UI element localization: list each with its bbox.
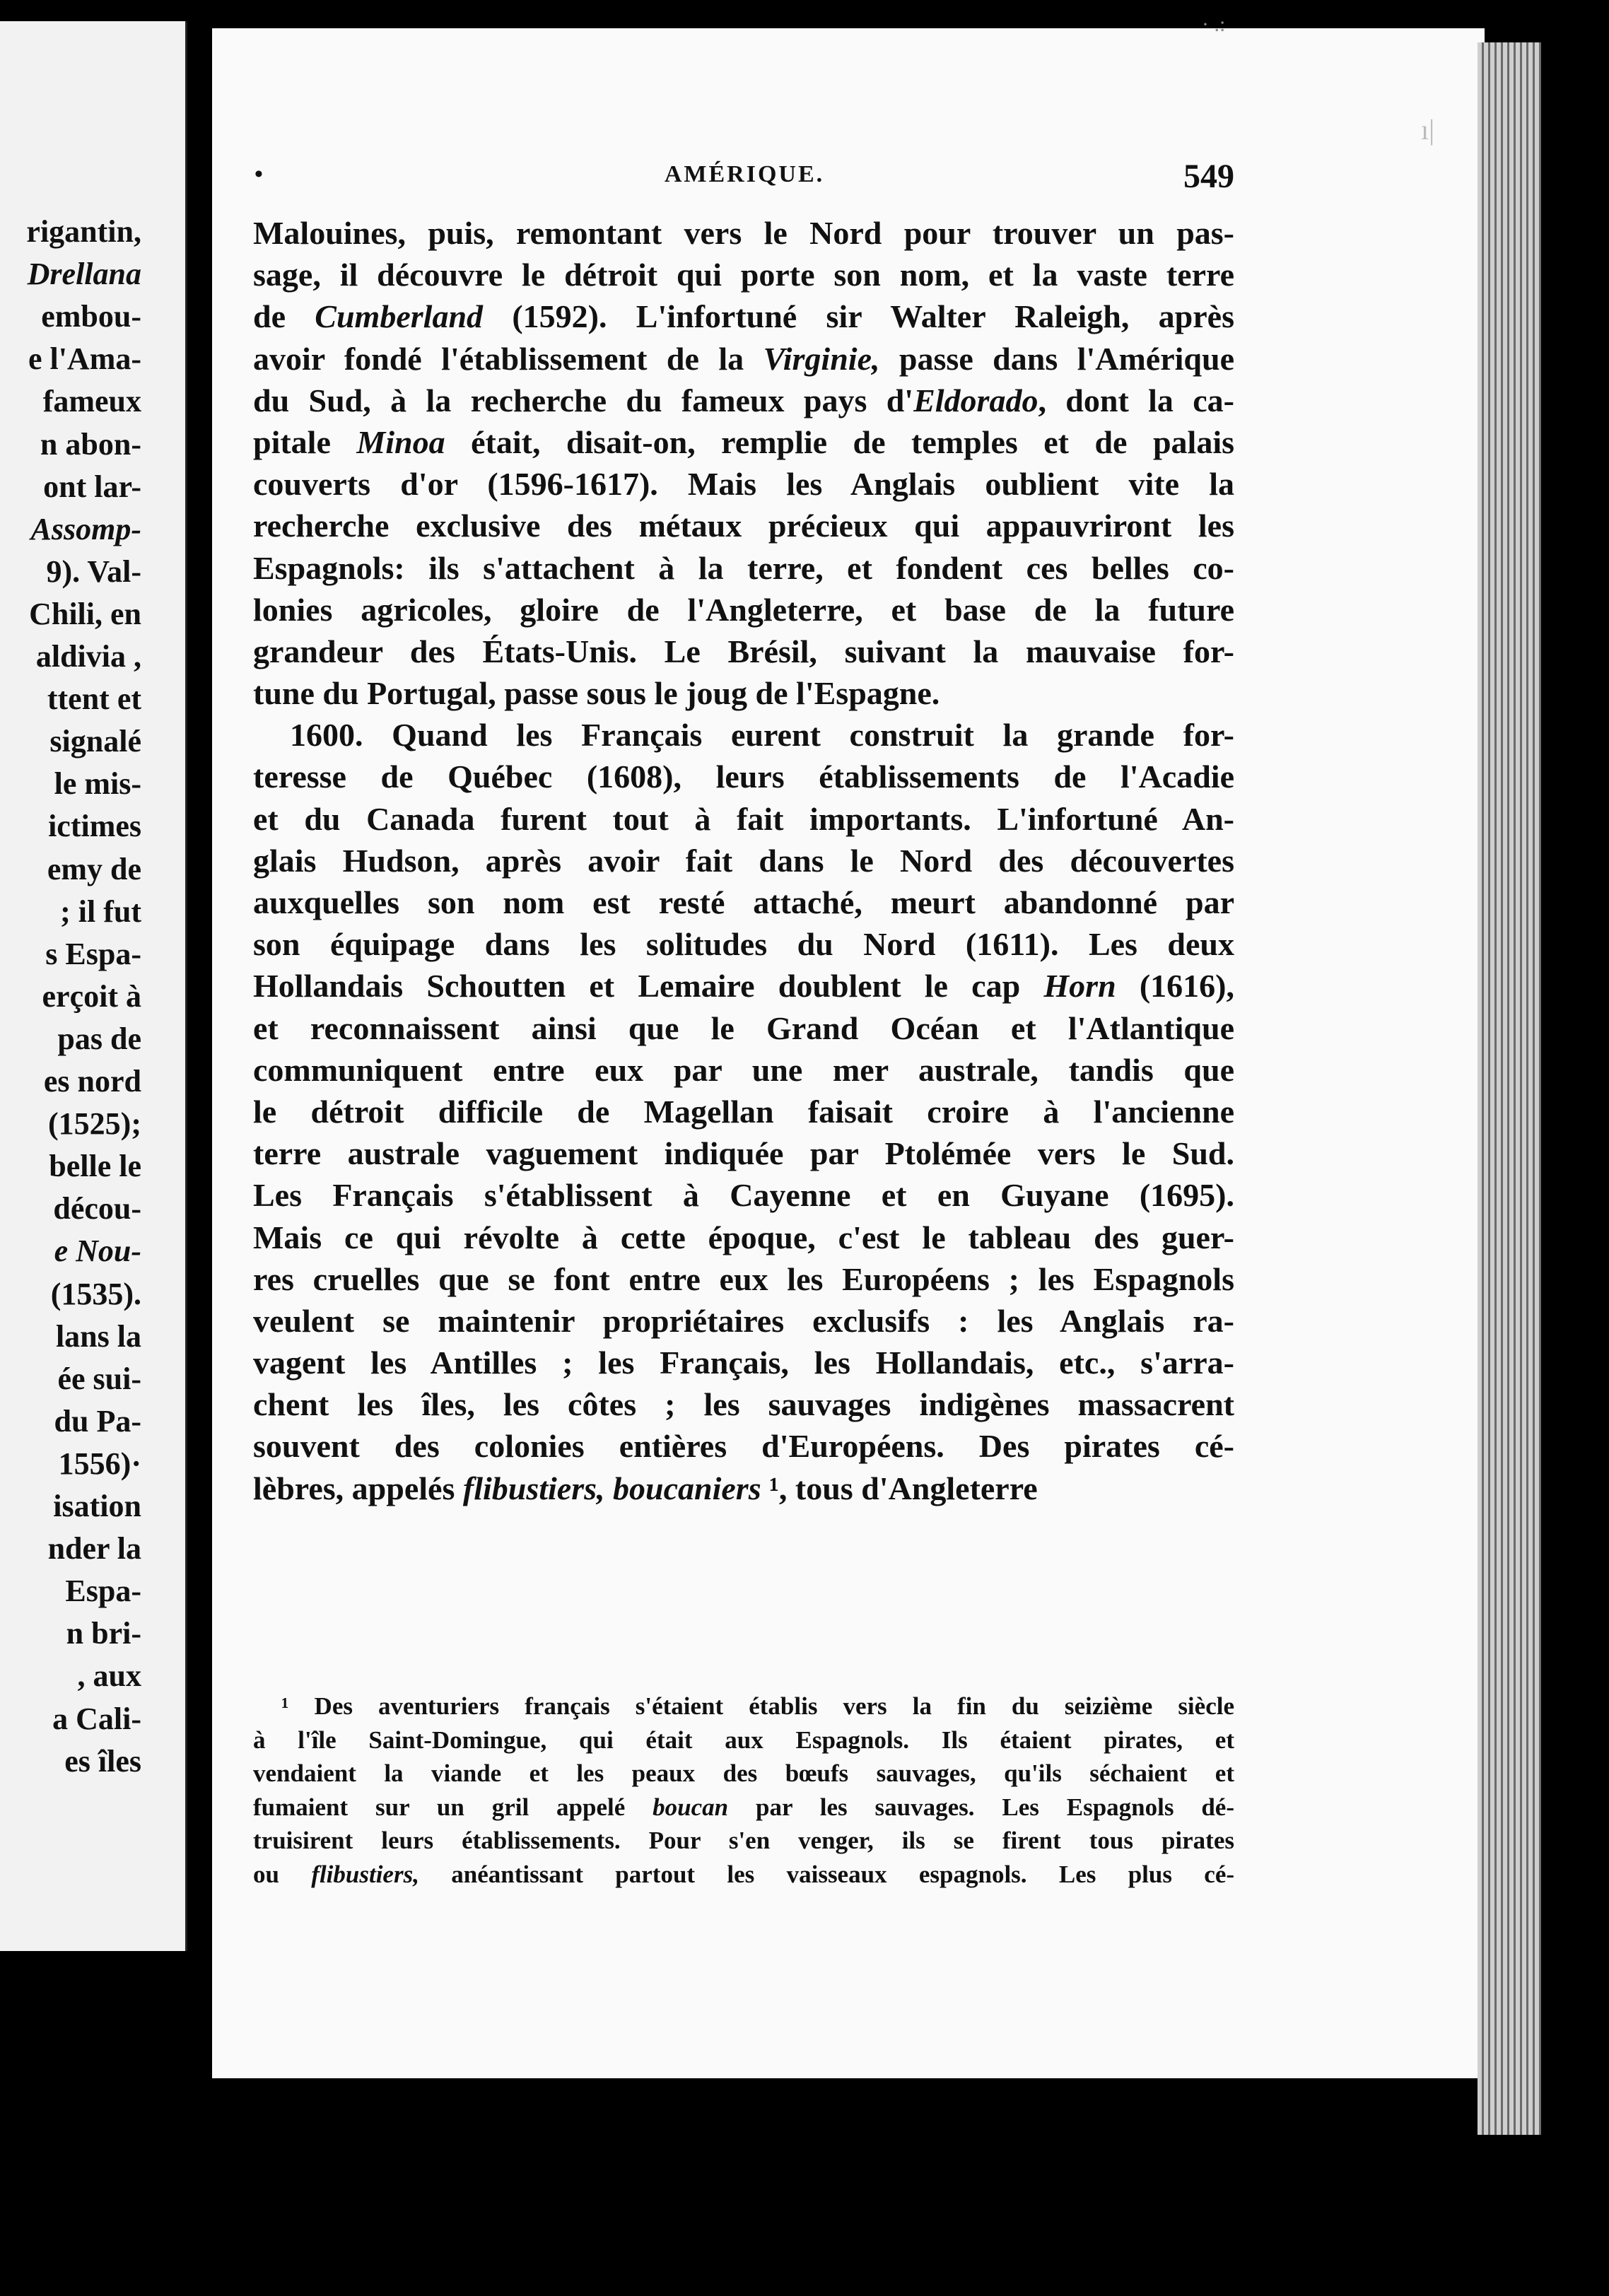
line-text: Mais ce qui révolte à cette époque, c'est le tableau des guer- [253,1219,1234,1255]
line-text: auxquelles son nom est resté attaché, meurt abandonné par [253,884,1234,920]
text-line [253,1007,1234,1049]
line-text: sage, il découvre le détroit qui porte son nom, et la vaste terre [253,257,1234,293]
text-line [253,338,1234,380]
line-text: ¹ Des aventuriers français s'étaient établis vers la fin du seizième siècle [281,1692,1234,1720]
line-text-rest: (1616), [1116,968,1234,1004]
line-text: teresse de Québec (1608), leurs établissements de l'Acadie [253,758,1234,795]
margin-mark: ı| [1421,114,1435,146]
left-page-line: es îles [64,1743,141,1779]
text-line [253,295,1234,337]
text-line [253,714,1234,756]
left-page-fragment [0,21,187,1951]
left-page-line: rigantin, [26,214,141,249]
line-text: à l'île Saint-Domingue, qui était aux Espagnols. Ils étaient pirates, et [253,1726,1234,1754]
line-text: vendaient la viande et les peaux des bœufs sauvages, qu'ils séchaient et [253,1759,1234,1787]
text-line [253,965,1234,1007]
text-line [253,923,1234,965]
line-text-rest: ¹, tous d'Angleterre [761,1470,1038,1506]
line-text-rest: passe dans l'Amérique [879,340,1234,377]
text-line [253,1425,1234,1467]
left-page-line: e l'Ama- [28,341,141,377]
text-line [253,505,1234,546]
line-text-rest: (1592). L'infortuné sir Walter Raleigh, après [483,298,1234,335]
left-page-line: (1525); [48,1106,141,1142]
left-page-line: signalé [49,724,141,759]
text-line [253,631,1234,672]
line-text: et reconnaissent ainsi que le Grand Océan et l'Atlantique [253,1009,1234,1046]
left-page-line: a Cali- [52,1701,141,1736]
text-line [253,547,1234,589]
left-page-line: lans la [55,1318,141,1354]
page-edge-stack [1478,42,1541,2135]
line-text: avoir fondé l'établissement de la [253,340,763,377]
line-text-rest: par les sauvages. Les Espagnols dé- [728,1793,1235,1821]
line-text-rest: était, disait-on, remplie de temples et de palais [445,423,1234,460]
line-text: lonies agricoles, gloire de l'Angleterre, et base de la future [253,591,1234,628]
text-line [253,840,1234,882]
left-page-line: ont lar- [43,469,141,504]
line-text: le détroit difficile de Magellan faisait croire à l'ancienne [253,1093,1234,1130]
left-page-line: ée sui- [57,1361,141,1396]
footnote-line [253,1723,1234,1757]
line-text: Hollandais Schoutten et Lemaire doublent le cap [253,968,1044,1004]
line-text: veulent se maintenir propriétaires exclusifs : les Anglais ra- [253,1302,1234,1339]
line-text: res cruelles que se font entre eux les Européens ; les Espagnols [253,1260,1234,1297]
header-bullet: • [254,161,263,187]
left-page-line: n bri- [66,1616,141,1651]
left-page-line: aldivia , [35,639,141,674]
left-page-line: erçoit à [42,978,141,1014]
scan-specks: · .: [1202,13,1226,36]
left-page-line: Espa- [65,1574,141,1609]
line-text: de [253,298,315,335]
footnote-line [253,1757,1234,1791]
line-text: Malouines, puis, remontant vers le Nord pour trouver un pas- [253,215,1234,251]
line-text: communiquent entre eux par une mer australe, tandis que [253,1051,1234,1088]
line-text: lèbres, appelés [253,1470,463,1506]
line-text: souvent des colonies entières d'Européens. Des pirates cé- [253,1428,1234,1465]
text-line [253,1091,1234,1132]
italic-term: flibustiers, boucaniers [462,1470,761,1506]
text-line [253,882,1234,923]
left-page-line: , aux [77,1658,141,1694]
left-page-line: pas de [57,1021,141,1056]
text-line [253,1174,1234,1216]
text-line [253,1383,1234,1425]
text-line [253,1342,1234,1383]
italic-term: boucan [653,1793,729,1821]
running-head: AMÉRIQUE. [664,161,825,187]
page-number: 549 [1183,158,1234,195]
line-text: couverts d'or (1596-1617). Mais les Anglais oublient vite la [253,466,1234,503]
left-page-line: fameux [42,384,141,419]
left-page-line: ttent et [47,681,141,717]
text-line [253,1258,1234,1300]
text-line [253,254,1234,295]
line-text: terre australe vaguement indiquée par Ptolémée vers le Sud. [253,1135,1234,1172]
text-line [253,1217,1234,1258]
footnote-line [253,1858,1234,1892]
footnote-line [253,1824,1234,1858]
text-line [253,756,1234,797]
left-page-line: Assomp- [30,511,141,546]
line-text-rest: anéantissant partout les vaisseaux espagnols. Les plus cé- [419,1860,1235,1888]
text-line [253,589,1234,631]
italic-term: flibustiers, [311,1860,419,1888]
italic-term: Cumberland [315,298,484,335]
italic-term: Minoa [356,423,445,460]
text-line [253,1132,1234,1174]
left-page-line: 1556)· [58,1446,141,1481]
italic-term: Eldorado [913,382,1038,418]
italic-term: Virginie, [763,340,880,377]
text-line [253,1049,1234,1091]
left-page-line: Chili, en [29,596,141,631]
line-text: vagent les Antilles ; les Français, les Hollandais, etc., s'arra- [253,1345,1234,1381]
line-text: Espagnols: ils s'attachent à la terre, et fondent ces belles co- [253,549,1234,586]
text-line [253,380,1234,421]
left-page-line: es nord [43,1064,141,1099]
text-line [253,1468,1234,1509]
line-text: 1600. Quand les Français eurent construit la grande for- [290,717,1234,754]
line-text: glais Hudson, après avoir fait dans le Nord des découvertes [253,842,1234,879]
left-page-line: e Nou- [54,1234,141,1269]
line-text: ou [253,1860,312,1888]
line-text-rest: , dont la ca- [1038,382,1235,418]
line-text: grandeur des États-Unis. Le Brésil, suivant la mauvaise for- [253,633,1234,669]
footnote [253,1689,1234,1891]
left-page-line: 9). Val- [46,554,141,589]
left-page-line: décou- [53,1191,141,1226]
left-page-line: embou- [41,299,141,334]
line-text: pitale [253,423,357,460]
left-page-line: Drellana [27,257,141,292]
body-text [253,212,1234,1509]
text-line [253,1300,1234,1342]
footnote-line [253,1791,1234,1824]
text-line [253,212,1234,254]
text-line [253,672,1234,714]
left-page-line: (1535). [50,1276,141,1311]
left-page-line: n abon- [40,426,141,462]
left-page-line: emy de [47,851,141,886]
text-line [253,798,1234,840]
left-page-line: ; il fut [60,894,141,929]
line-text: truisirent leurs établissements. Pour s'en venger, ils se firent tous pirates [253,1827,1234,1854]
italic-term: Horn [1043,968,1116,1004]
left-page-line: s Espa- [45,936,141,971]
line-text: et du Canada furent tout à fait importants. L'infortuné An- [253,800,1234,837]
line-text: son équipage dans les solitudes du Nord (1611). Les deux [253,926,1234,963]
left-page-line: du Pa- [54,1403,141,1439]
line-text: Les Français s'établissent à Cayenne et en Guyane (1695). [253,1177,1234,1214]
line-text: recherche exclusive des métaux précieux qui appauvriront les [253,508,1234,544]
left-page-line: ictimes [48,809,141,844]
line-text: chent les îles, les côtes ; les sauvages indigènes massacrent [253,1386,1234,1423]
footnote-line [253,1689,1234,1723]
left-page-line: le mis- [54,766,141,802]
line-text: tune du Portugal, passe sous le joug de l'Espagne. [253,675,940,712]
left-page-line: nder la [47,1531,141,1566]
left-page-line: belle le [49,1149,141,1184]
text-line [253,463,1234,505]
page-header [254,158,1234,204]
left-page-line: isation [53,1489,141,1523]
text-line [253,421,1234,463]
line-text: du Sud, à la recherche du fameux pays d' [253,382,914,418]
line-text: fumaient sur un gril appelé [253,1793,653,1821]
